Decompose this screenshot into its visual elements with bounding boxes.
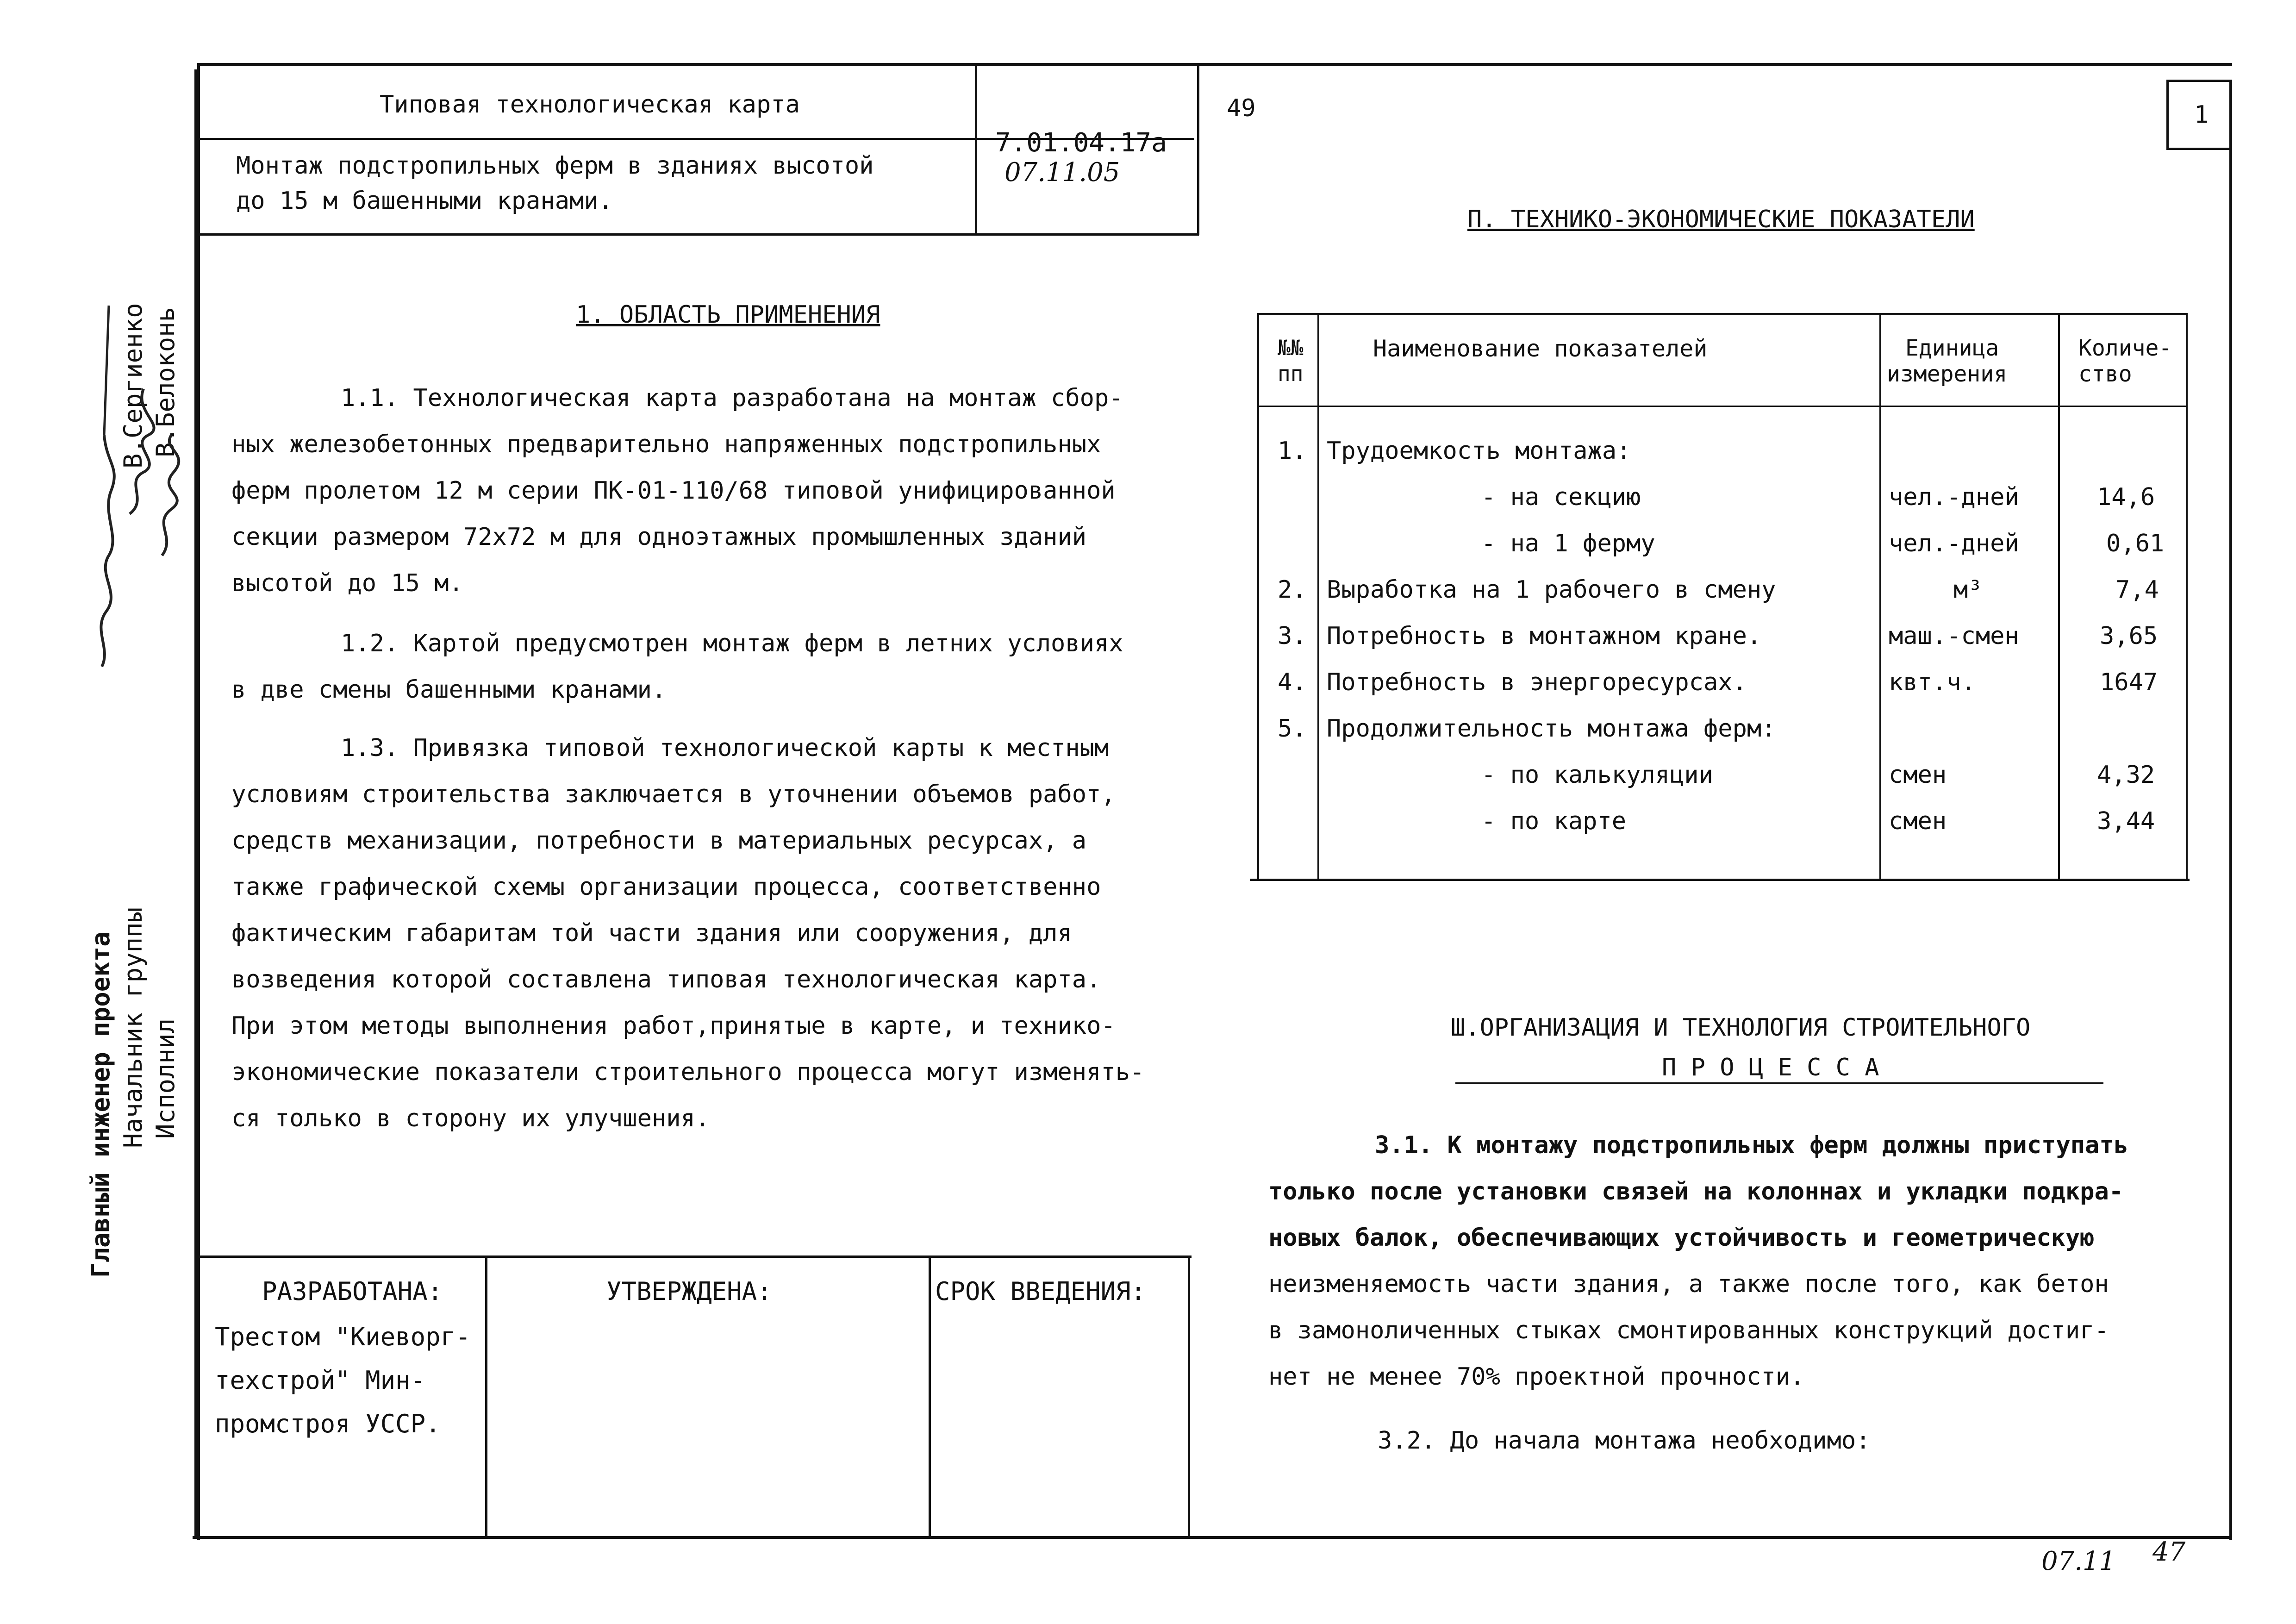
stamp-col-divider <box>975 65 977 235</box>
doc-title-line1: Монтаж подстропильных ферм в зданиях высотой <box>236 152 874 180</box>
section3-heading-line1: Ш.ОРГАНИЗАЦИЯ И ТЕХНОЛОГИЯ СТРОИТЕЛЬНОГО <box>1451 1014 2031 1042</box>
row-unit: чел.-дней <box>1889 530 2019 557</box>
doc-title-line2: до 15 м башенными кранами. <box>236 187 613 215</box>
s1-line-3: ферм пролетом 12 м серии ПК-01-110/68 типовой унифицированной <box>231 477 1116 505</box>
row-unit: м³ <box>1953 576 1983 604</box>
row-name: Потребность в монтажном кране. <box>1327 622 1762 650</box>
th-num-2: пп <box>1278 361 1304 386</box>
s1-line-7: в две смены башенными кранами. <box>231 676 667 704</box>
row-unit: маш.-смен <box>1889 622 2019 650</box>
row-qty: 4,32 <box>2097 761 2155 789</box>
s1-line-8: 1.3. Привязка типовой технологической карты к местным <box>341 734 1109 762</box>
side-role-chief: Главный инженер проекта <box>86 931 115 1278</box>
page-number: 49 <box>1227 94 1256 122</box>
developed-line3: промстроя УССР. <box>215 1409 441 1438</box>
developed-line2: техстрой" Мин- <box>215 1366 426 1395</box>
frame-right <box>2229 80 2232 1540</box>
developed-label: РАЗРАБОТАНА: <box>262 1277 443 1306</box>
s1-line-11: также графической схемы организации процесса, соответственно <box>231 873 1101 901</box>
row-name: - по карте <box>1481 807 1627 835</box>
th-qty-1: Количе- <box>2078 335 2172 361</box>
row-qty: 3,44 <box>2097 807 2155 835</box>
row-unit: квт.ч. <box>1889 668 1976 696</box>
th-unit-1: Единица <box>1905 335 1999 361</box>
section1-heading: 1. ОБЛАСТЬ ПРИМЕНЕНИЯ <box>576 301 880 329</box>
row-name: Выработка на 1 рабочего в смену <box>1327 576 1776 604</box>
s1-line-1: 1.1. Технологическая карта разработана на монтаж сбор- <box>341 384 1123 412</box>
th-name: Наименование показателей <box>1373 335 1708 362</box>
s1-line-15: экономические показатели строительного процесса могут изменять- <box>231 1058 1145 1086</box>
s1-line-10: средств механизации, потребности в материальных ресурсах, а <box>231 827 1087 855</box>
s1-line-2: ных железобетонных предварительно напряженных подстропильных <box>231 431 1101 458</box>
row-num: 3. <box>1278 622 1307 650</box>
approval-top <box>197 1255 1192 1258</box>
footer-handwritten-left: 07.11 <box>2041 1546 2116 1576</box>
side-role-group-head: Начальник группы <box>119 907 148 1148</box>
s3-line-2: только после установки связей на колоннах и укладки подкра- <box>1268 1178 2124 1206</box>
doc-type: Типовая технологическая карта <box>380 91 800 119</box>
row-unit: чел.-дней <box>1889 483 2019 511</box>
row-num: 2. <box>1278 576 1307 604</box>
row-qty: 14,6 <box>2097 483 2155 511</box>
table-right <box>2186 313 2188 879</box>
table-col-unit <box>1879 313 1881 879</box>
s1-line-6: 1.2. Картой предусмотрен монтаж ферм в летних условиях <box>341 630 1123 657</box>
table-col-num <box>1317 313 1319 879</box>
s3-line-4: неизменяемость части здания, а также после того, как бетон <box>1268 1270 2109 1298</box>
section3-heading-line2: П Р О Ц Е С С А <box>1662 1054 1879 1081</box>
signatures-image <box>83 296 194 676</box>
stamp-right <box>1197 65 1199 235</box>
s3-line-6: нет не менее 70% проектной прочности. <box>1268 1363 1805 1391</box>
approval-col1 <box>485 1255 487 1538</box>
s3-line-5: в замоноличенных стыках смонтированных конструкций достиг- <box>1268 1317 2109 1344</box>
s1-line-12: фактическим габаритам той части здания или сооружения, для <box>231 919 1072 947</box>
s1-line-13: возведения которой составлена типовая технологическая карта. <box>231 966 1101 993</box>
section3-heading-underline <box>1455 1082 2103 1084</box>
row-unit: смен <box>1889 761 1947 789</box>
frame-bottom <box>193 1536 2232 1539</box>
row-name: - по калькуляции <box>1481 761 1713 789</box>
row-num: 1. <box>1278 437 1307 465</box>
frame-top <box>199 63 2232 66</box>
row-name: Продолжительность монтажа ферм: <box>1327 715 1776 743</box>
s3-line-7: 3.2. До начала монтажа необходимо: <box>1378 1427 1871 1455</box>
table-bottom <box>1250 879 2190 881</box>
row-name: Потребность в энергоресурсах. <box>1327 668 1747 696</box>
effective-label: СРОК ВВЕДЕНИЯ: <box>935 1277 1146 1306</box>
approval-right <box>1188 1255 1190 1538</box>
stamp-bottom <box>199 233 1199 236</box>
doc-code: 7.01.04.17а <box>995 128 1167 158</box>
s3-line-3: новых балок, обеспечивающих устойчивость и геометрическую <box>1268 1224 2095 1252</box>
th-qty-2: ство <box>2078 361 2132 387</box>
footer-handwritten-right: 47 <box>2152 1537 2186 1567</box>
s1-line-9: условиям строительства заключается в уточнении объемов работ, <box>231 781 1116 808</box>
s1-line-4: секции размером 72х72 м для одноэтажных промышленных зданий <box>231 523 1087 551</box>
side-name-belokon: В.Белоконь <box>151 306 180 457</box>
row-num: 4. <box>1278 668 1307 696</box>
th-unit-2: измерения <box>1887 361 2008 387</box>
s1-line-14: При этом методы выполнения работ,принятые в карте, и технико- <box>231 1012 1116 1040</box>
row-name: - на 1 ферму <box>1481 530 1655 557</box>
table-header-bottom <box>1257 406 2188 407</box>
row-name: Трудоемкость монтажа: <box>1327 437 1631 465</box>
table-top <box>1257 313 2188 315</box>
side-role-executor: Исполнил <box>151 1018 180 1139</box>
row-qty: 3,65 <box>2100 622 2158 650</box>
s1-line-5: высотой до 15 м. <box>231 569 463 597</box>
s3-line-1: 3.1. К монтажу подстропильных ферм должны приступать <box>1375 1131 2128 1159</box>
approved-label: УТВЕРЖДЕНА: <box>606 1277 772 1306</box>
sheet-number: 1 <box>2194 101 2209 129</box>
s1-line-16: ся только в сторону их улучшения. <box>231 1105 710 1132</box>
table-left <box>1257 313 1259 879</box>
section2-heading: П. ТЕХНИКО-ЭКОНОМИЧЕСКИЕ ПОКАЗАТЕЛИ <box>1467 206 1975 233</box>
row-qty: 7,4 <box>2115 576 2159 604</box>
doc-date-handwritten: 07.11.05 <box>1004 157 1120 187</box>
approval-col2 <box>929 1255 931 1538</box>
frame-left <box>197 63 200 1540</box>
side-name-sergienko: В.Сергиенко <box>119 303 148 468</box>
th-num-1: №№ <box>1278 335 1304 360</box>
table-col-qty <box>2058 313 2060 879</box>
row-name: - на секцию <box>1481 483 1641 511</box>
row-qty: 0,61 <box>2106 530 2165 557</box>
side-divider <box>194 69 197 1537</box>
row-qty: 1647 <box>2100 668 2158 696</box>
row-num: 5. <box>1278 715 1307 743</box>
developed-line1: Трестом "Киеворг- <box>215 1322 471 1351</box>
row-unit: смен <box>1889 807 1947 835</box>
